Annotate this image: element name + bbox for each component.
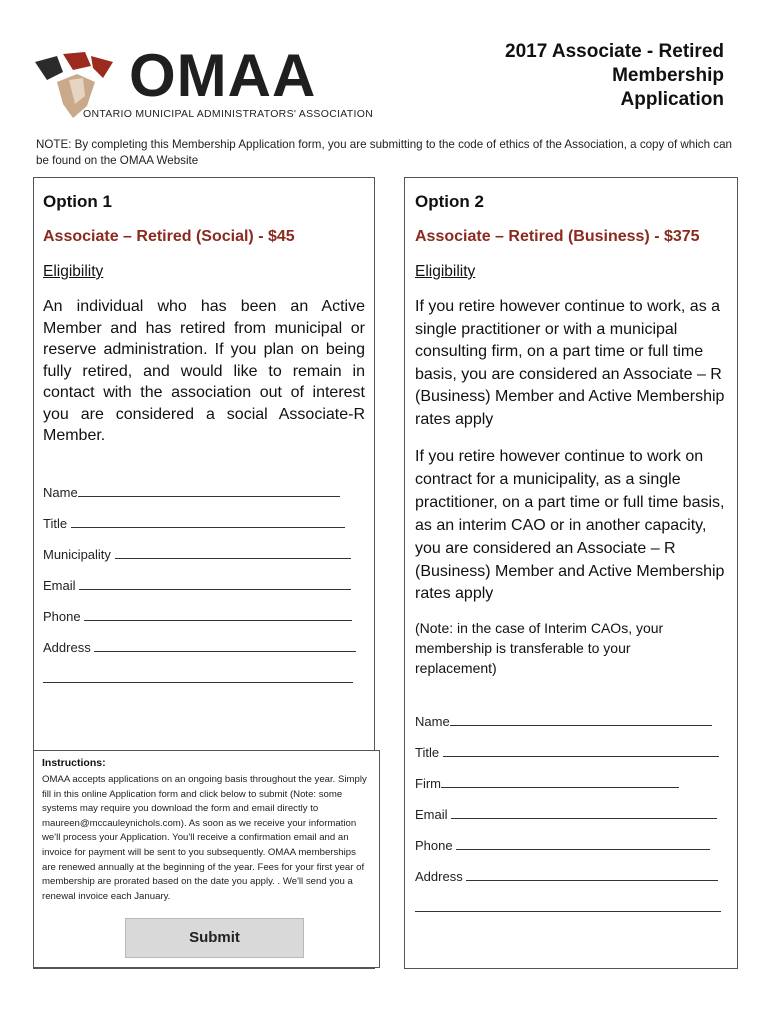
option-1-eligibility-label: Eligibility — [43, 263, 104, 280]
phone-input-line[interactable] — [456, 838, 710, 850]
field-label: Phone — [43, 609, 85, 624]
option-2-subheading: Associate – Retired (Business) - $375 — [415, 228, 700, 245]
option-1-title-field[interactable] — [43, 516, 345, 531]
ethics-note: NOTE: By completing this Membership Application form, you are submitting to the code of ethics of the Association, a copy of which can be found on the OMAA Website — [36, 138, 732, 167]
title-line-1: 2017 Associate - Retired — [505, 41, 724, 62]
option-2-name-field[interactable] — [415, 714, 712, 729]
page-title — [424, 40, 724, 112]
name-input-line[interactable] — [450, 714, 712, 726]
option-1-municipality-field[interactable] — [43, 547, 351, 562]
option-1-phone-field[interactable] — [43, 609, 352, 624]
option-2-email-field[interactable] — [415, 807, 717, 822]
field-label: Email — [415, 807, 452, 822]
option-1-heading: Option 1 — [43, 192, 112, 211]
option-2-firm-field[interactable] — [415, 776, 679, 791]
field-label: Firm — [415, 776, 441, 791]
address-input-line[interactable] — [466, 869, 718, 881]
option-2-panel — [404, 177, 738, 969]
option-2-paragraph-2: If you retire however continue to work on contract for a municipality, as a single practitioner, on a part time or full time basis, as an interim CAO or in another capacity, you are considered an Associate – R (Business) Member and Active Membership rates apply — [415, 448, 725, 603]
address-2-input-line[interactable] — [415, 900, 721, 912]
option-1-description: An individual who has been an Active Member and has retired from municipal or reserve administration. If you plan on being fully retired, and would like to remain in contact with the association out of interest you are considered a social Associate-R Member. — [43, 298, 365, 444]
option-1-address-line-2[interactable] — [43, 671, 353, 686]
field-label: Title — [415, 745, 443, 760]
option-2-title-field[interactable] — [415, 745, 719, 760]
email-input-line[interactable] — [451, 807, 717, 819]
option-2-heading: Option 2 — [415, 192, 484, 211]
submit-button[interactable]: Submit — [125, 918, 304, 958]
field-label: Address — [43, 640, 95, 655]
title-input-line[interactable] — [71, 516, 345, 528]
field-label: Name — [43, 485, 78, 500]
email-input-line[interactable] — [79, 578, 351, 590]
title-input-line[interactable] — [443, 745, 719, 757]
field-label: Title — [43, 516, 71, 531]
phone-input-line[interactable] — [84, 609, 352, 621]
firm-input-line[interactable] — [441, 776, 679, 788]
field-label: Address — [415, 869, 467, 884]
instructions-text: OMAA accepts applications on an ongoing basis throughout the year. Simply fill in this online Application form and click below to submit (Note: some systems may require you download the form and email directly to maureen@mccauleynichols.com). As soon as we receive your information we'll process your Application. You'll receive a confirmation email and an invoice for payment will be sent to you subsequently. OMAA memberships are renewed annually at the beginning of the year. Fees for your first year of membership are prorated based on the date you apply. . We'll send you a renewal invoice each January. — [42, 774, 367, 902]
address-input-line[interactable] — [94, 640, 356, 652]
option-2-address-line-2[interactable] — [415, 900, 721, 915]
option-1-name-field[interactable] — [43, 485, 340, 500]
field-label: Name — [415, 714, 450, 729]
option-2-address-field[interactable] — [415, 869, 718, 884]
option-1-address-field[interactable] — [43, 640, 356, 655]
field-label: Municipality — [43, 547, 115, 562]
name-input-line[interactable] — [78, 485, 340, 497]
option-2-paragraph-1: If you retire however continue to work, as a single practitioner or with a municipal consulting firm, on a part time or full time basis, you are considered an Associate – R (Business) Member and Active Membership rates apply — [415, 298, 725, 428]
title-line-3: Application — [620, 89, 724, 110]
field-label: Phone — [415, 838, 457, 853]
option-2-note: (Note: in the case of Interim CAOs, your membership is transferable to your replacement) — [415, 620, 664, 676]
title-line-2: Membership — [612, 65, 724, 86]
option-1-email-field[interactable] — [43, 578, 351, 593]
field-label: Email — [43, 578, 80, 593]
option-2-phone-field[interactable] — [415, 838, 710, 853]
omaa-logo — [33, 42, 374, 122]
municipality-input-line[interactable] — [115, 547, 351, 559]
instructions-title: Instructions: — [42, 757, 106, 769]
logo-wordmark: OMAA — [129, 42, 317, 109]
option-2-eligibility-label: Eligibility — [415, 263, 476, 280]
logo-subtitle: ONTARIO MUNICIPAL ADMINISTRATORS' ASSOCIATION — [83, 108, 374, 120]
option-1-subheading: Associate – Retired (Social) - $45 — [43, 228, 295, 245]
address-2-input-line[interactable] — [43, 671, 353, 683]
